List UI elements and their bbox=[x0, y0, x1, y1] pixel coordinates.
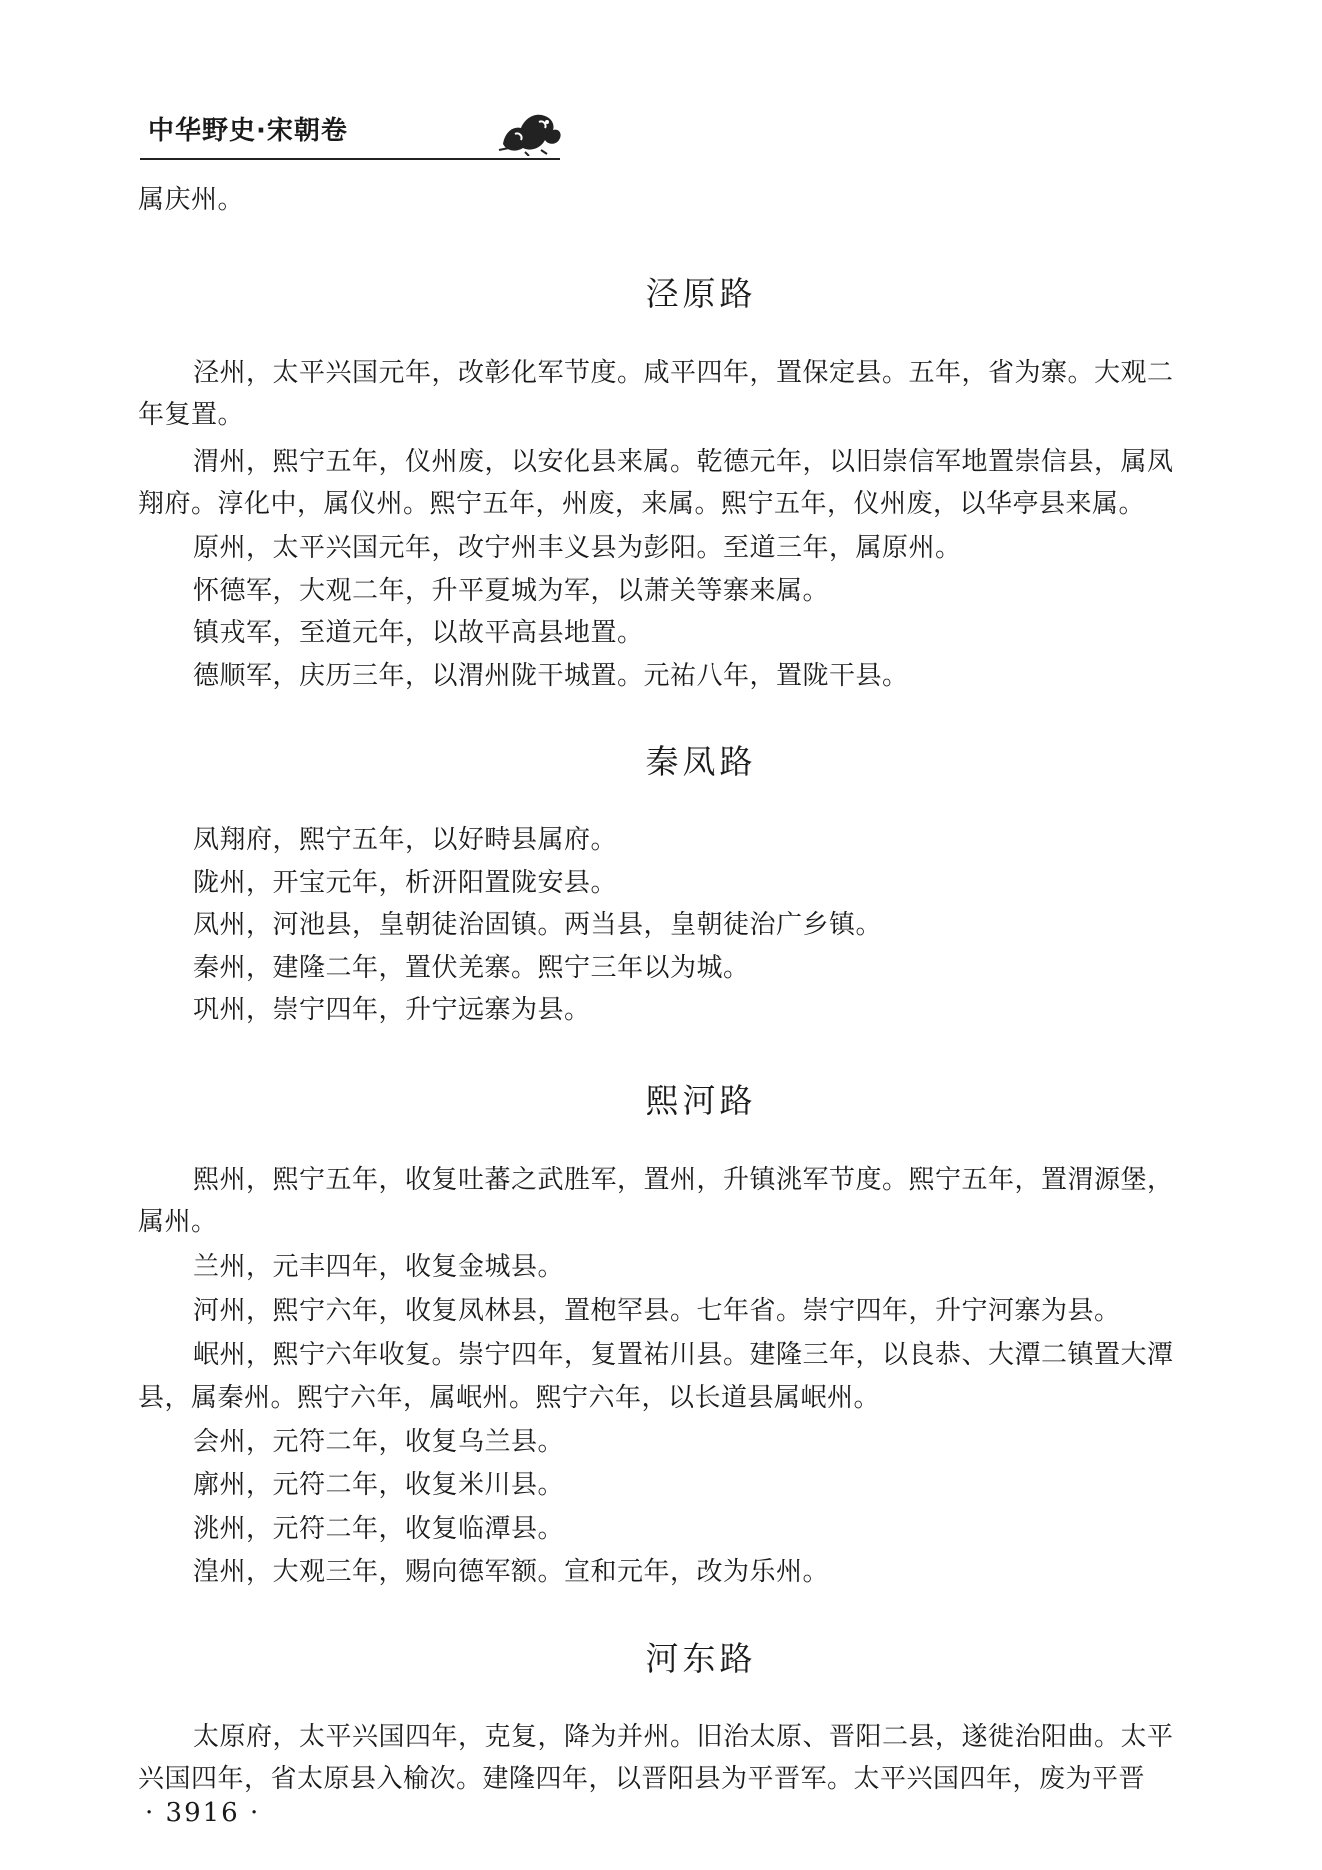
text-line: 渭州，熙宁五年，仪州废，以安化县来属。乾德元年，以旧崇信军地置崇信县，属凤 bbox=[193, 447, 1174, 477]
text-line: 廓州，元符二年，收复米川县。 bbox=[193, 1470, 565, 1500]
text-line: 怀德军，大观二年，升平夏城为军，以萧关等寨来属。 bbox=[193, 576, 830, 606]
text-line: 属州。 bbox=[138, 1207, 218, 1237]
text-line: 翔府。淳化中，属仪州。熙宁五年，州废，来属。熙宁五年，仪州废，以华亭县来属。 bbox=[138, 489, 1146, 519]
text-line: 湟州，大观三年，赐向德军额。宣和元年，改为乐州。 bbox=[193, 1557, 830, 1587]
dragon-emblem-icon bbox=[495, 104, 565, 156]
running-header bbox=[140, 108, 560, 160]
section-title: 河东路 bbox=[645, 1639, 757, 1678]
header-title: 中华野史·宋朝卷 bbox=[148, 116, 348, 146]
text-line: 县，属秦州。熙宁六年，属岷州。熙宁六年，以长道县属岷州。 bbox=[138, 1383, 881, 1413]
text-line: 年复置。 bbox=[138, 400, 245, 430]
text-line: 凤州，河池县，皇朝徒治固镇。两当县，皇朝徒治广乡镇。 bbox=[193, 910, 883, 940]
text-line: 太原府，太平兴国四年，克复，降为并州。旧治太原、晋阳二县，遂徙治阳曲。太平 bbox=[193, 1722, 1174, 1752]
text-line: 秦州，建隆二年，置伏羌寨。熙宁三年以为城。 bbox=[193, 953, 750, 983]
text-line: 熙州，熙宁五年，收复吐蕃之武胜军，置州，升镇洮军节度。熙宁五年，置渭源堡， bbox=[193, 1165, 1174, 1195]
text-line: 凤翔府，熙宁五年，以好畤县属府。 bbox=[193, 825, 618, 855]
text-line: 洮州，元符二年，收复临潭县。 bbox=[193, 1514, 565, 1544]
text-line: 河州，熙宁六年，收复凤林县，置枹罕县。七年省。崇宁四年，升宁河寨为县。 bbox=[193, 1296, 1121, 1326]
text-line: 会州，元符二年，收复乌兰县。 bbox=[193, 1427, 565, 1457]
page-number: · 3916 · bbox=[145, 1798, 261, 1828]
text-line: 兴国四年，省太原县入榆次。建隆四年，以晋阳县为平晋军。太平兴国四年，废为平晋 bbox=[138, 1764, 1146, 1794]
section-title: 熙河路 bbox=[645, 1081, 757, 1120]
text-line: 德顺军，庆历三年，以渭州陇干城置。元祐八年，置陇干县。 bbox=[193, 661, 909, 691]
text-line: 兰州，元丰四年，收复金城县。 bbox=[193, 1252, 565, 1282]
intro-line: 属庆州。 bbox=[138, 185, 245, 215]
text-line: 陇州，开宝元年，析汧阳置陇安县。 bbox=[193, 868, 618, 898]
text-line: 岷州，熙宁六年收复。崇宁四年，复置祐川县。建隆三年，以良恭、大潭二镇置大潭 bbox=[193, 1340, 1174, 1370]
section-title: 泾原路 bbox=[645, 274, 757, 313]
text-line: 原州，太平兴国元年，改宁州丰义县为彭阳。至道三年，属原州。 bbox=[193, 533, 962, 563]
text-line: 泾州，太平兴国元年，改彰化军节度。咸平四年，置保定县。五年，省为寨。大观二 bbox=[193, 358, 1174, 388]
section-title: 秦凤路 bbox=[645, 742, 757, 781]
text-line: 巩州，崇宁四年，升宁远寨为县。 bbox=[193, 995, 591, 1025]
text-line: 镇戎军，至道元年，以故平高县地置。 bbox=[193, 618, 644, 648]
